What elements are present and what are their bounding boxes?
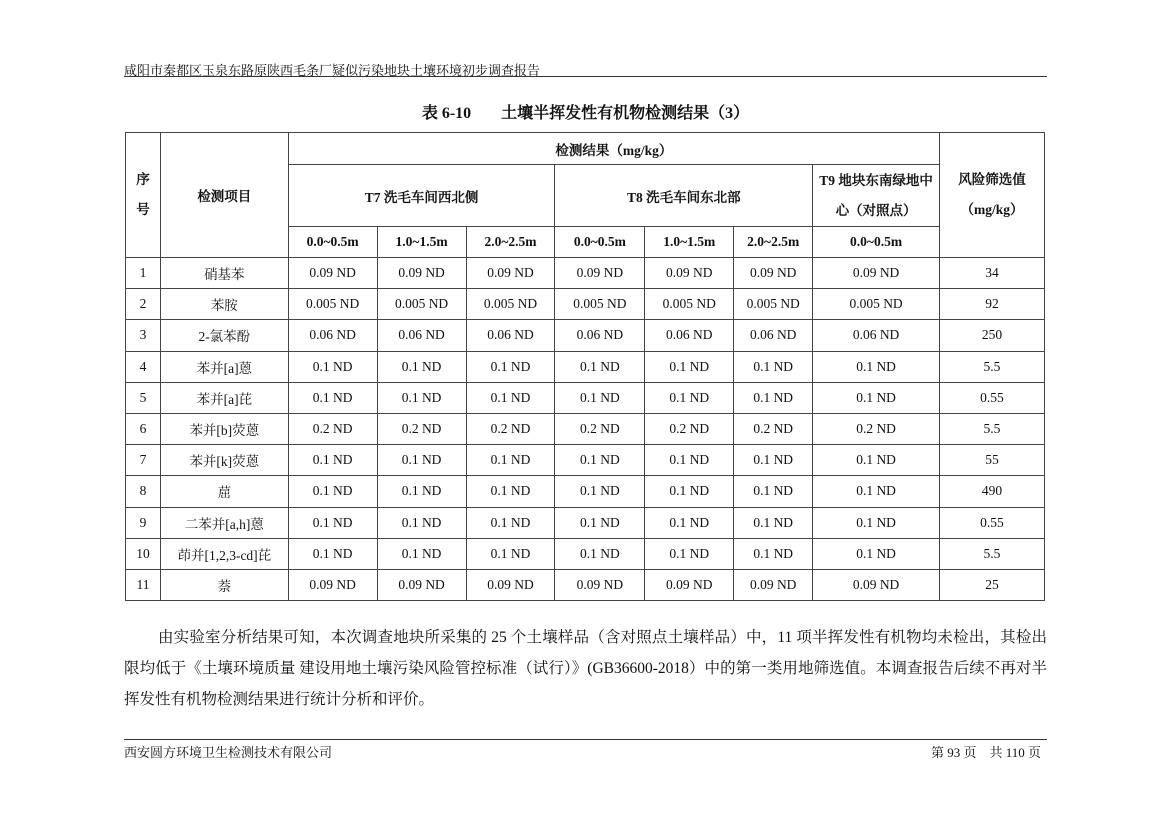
row-limit: 250 [939,320,1044,351]
row-value: 0.09 ND [377,569,466,600]
header-depth: 1.0~1.5m [377,227,466,258]
row-value: 0.1 ND [466,445,555,476]
row-limit: 25 [939,569,1044,600]
row-item: 2-氯苯酚 [160,320,288,351]
row-value: 0.2 ND [734,413,813,444]
row-value: 0.1 ND [813,538,940,569]
row-limit: 92 [939,289,1044,320]
conclusion-paragraph: 由实验室分析结果可知，本次调查地块所采集的 25 个土壤样品（含对照点土壤样品）中，11 项半挥发性有机物均未检出，其检出限均低于《土壤环境质量 建设用地土壤污染风险管控标准（试行）》(GB36600-2018）中的第一类用地筛选值。本调查报告后续不再对半挥发性有机物检测结果进行统计分析和评价。 [124,629,1047,708]
document-header: 咸阳市秦都区玉泉东路原陕西毛条厂疑似污染地块土壤环境初步调查报告 [124,63,541,78]
footer-page-info [931,742,1041,761]
row-value: 0.1 ND [734,382,813,413]
row-value: 0.005 ND [555,289,645,320]
row-value: 0.1 ND [734,507,813,538]
row-value: 0.1 ND [555,538,645,569]
header-site-t8: T8 洗毛车间东北部 [555,165,813,227]
row-value: 0.06 ND [813,320,940,351]
row-value: 0.1 ND [555,476,645,507]
row-item: 茚并[1,2,3-cd]芘 [160,538,288,569]
row-number: 6 [126,413,161,444]
row-value: 0.1 ND [288,538,377,569]
table-row [126,382,1045,413]
row-number: 9 [126,507,161,538]
row-value: 0.09 ND [645,569,734,600]
table-row [126,413,1045,444]
row-number: 1 [126,258,161,289]
row-item: 二苯并[a,h]蒽 [160,507,288,538]
header-depth: 0.0~0.5m [813,227,940,258]
header-site-t9: T9 地块东南绿地中心（对照点） [813,165,940,227]
row-value: 0.1 ND [734,476,813,507]
row-value: 0.1 ND [288,382,377,413]
row-number: 7 [126,445,161,476]
table-number: 表 6-10 [421,105,472,122]
row-value: 0.1 ND [813,476,940,507]
row-value: 0.1 ND [813,351,940,382]
row-value: 0.06 ND [377,320,466,351]
row-value: 0.005 ND [734,289,813,320]
header-depth: 2.0~2.5m [734,227,813,258]
row-item: 䓛 [160,476,288,507]
header-limit: 风险筛选值（mg/kg） [939,133,1044,258]
header-result: 检测结果（mg/kg） [288,133,939,165]
row-value: 0.005 ND [377,289,466,320]
header-divider [124,76,1047,77]
header-item: 检测项目 [160,133,288,258]
page-number: 第 93 页 [930,745,977,760]
row-value: 0.06 ND [288,320,377,351]
footer-company: 西安圆方环境卫生检测技术有限公司 [124,745,333,760]
table-row [126,351,1045,382]
row-value: 0.09 ND [813,258,940,289]
table-row [126,320,1045,351]
row-value: 0.005 ND [288,289,377,320]
row-value: 0.1 ND [288,445,377,476]
row-value: 0.1 ND [734,351,813,382]
row-value: 0.06 ND [645,320,734,351]
row-value: 0.1 ND [288,507,377,538]
row-value: 0.09 ND [466,569,555,600]
row-item: 苯并[a]蒽 [160,351,288,382]
header-depth: 0.0~0.5m [288,227,377,258]
header-depth: 2.0~2.5m [466,227,555,258]
row-value: 0.1 ND [466,476,555,507]
row-limit: 55 [939,445,1044,476]
row-value: 0.09 ND [288,569,377,600]
header-depth: 0.0~0.5m [555,227,645,258]
row-item: 苯胺 [160,289,288,320]
row-value: 0.1 ND [645,351,734,382]
row-value: 0.005 ND [466,289,555,320]
header-site-t7: T7 洗毛车间西北侧 [288,165,555,227]
row-value: 0.09 ND [734,258,813,289]
row-limit: 5.5 [939,538,1044,569]
row-number: 4 [126,351,161,382]
row-value: 0.1 ND [288,351,377,382]
row-value: 0.1 ND [734,445,813,476]
row-value: 0.1 ND [813,507,940,538]
row-value: 0.1 ND [813,445,940,476]
page-total: 共 110 页 [989,745,1041,760]
row-value: 0.09 ND [734,569,813,600]
row-number: 3 [126,320,161,351]
row-value: 0.09 ND [466,258,555,289]
row-value: 0.2 ND [813,413,940,444]
row-value: 0.1 ND [555,382,645,413]
row-value: 0.2 ND [555,413,645,444]
row-value: 0.2 ND [377,413,466,444]
row-value: 0.1 ND [466,351,555,382]
row-value: 0.06 ND [734,320,813,351]
row-value: 0.1 ND [466,507,555,538]
row-number: 5 [126,382,161,413]
row-value: 0.2 ND [645,413,734,444]
table-row [126,507,1045,538]
row-value: 0.09 ND [645,258,734,289]
row-value: 0.1 ND [377,382,466,413]
header-seq: 序 号 [126,133,161,258]
row-limit: 34 [939,258,1044,289]
row-number: 10 [126,538,161,569]
row-value: 0.1 ND [377,476,466,507]
table-row [126,538,1045,569]
row-limit: 490 [939,476,1044,507]
table-row [126,258,1045,289]
table-row [126,476,1045,507]
results-table [125,132,1045,601]
row-value: 0.005 ND [813,289,940,320]
row-value: 0.09 ND [555,569,645,600]
row-value: 0.06 ND [555,320,645,351]
row-value: 0.2 ND [466,413,555,444]
footer-divider [124,739,1047,740]
row-value: 0.1 ND [377,351,466,382]
row-value: 0.1 ND [645,382,734,413]
row-value: 0.1 ND [466,538,555,569]
row-item: 萘 [160,569,288,600]
row-value: 0.09 ND [377,258,466,289]
header-depth: 1.0~1.5m [645,227,734,258]
row-limit: 5.5 [939,413,1044,444]
row-value: 0.06 ND [466,320,555,351]
row-item: 苯并[a]芘 [160,382,288,413]
row-value: 0.1 ND [734,538,813,569]
row-value: 0.1 ND [645,445,734,476]
row-item: 苯并[b]荧蒽 [160,413,288,444]
row-limit: 5.5 [939,351,1044,382]
row-value: 0.1 ND [645,507,734,538]
row-limit: 0.55 [939,382,1044,413]
table-caption [124,100,1047,123]
row-value: 0.09 ND [555,258,645,289]
row-value: 0.1 ND [555,445,645,476]
row-item: 硝基苯 [160,258,288,289]
row-item: 苯并[k]荧蒽 [160,445,288,476]
table-row [126,445,1045,476]
row-value: 0.1 ND [813,382,940,413]
row-limit: 0.55 [939,507,1044,538]
row-value: 0.09 ND [813,569,940,600]
row-number: 8 [126,476,161,507]
table-row [126,289,1045,320]
row-value: 0.005 ND [645,289,734,320]
row-value: 0.2 ND [288,413,377,444]
row-value: 0.1 ND [555,351,645,382]
row-value: 0.1 ND [555,507,645,538]
row-value: 0.1 ND [377,445,466,476]
row-value: 0.1 ND [645,476,734,507]
row-value: 0.09 ND [288,258,377,289]
row-value: 0.1 ND [288,476,377,507]
table-title: 土壤半挥发性有机物检测结果（3） [501,105,750,122]
row-value: 0.1 ND [466,382,555,413]
row-value: 0.1 ND [377,538,466,569]
table-row [126,569,1045,600]
row-number: 11 [126,569,161,600]
row-value: 0.1 ND [377,507,466,538]
row-number: 2 [126,289,161,320]
row-value: 0.1 ND [645,538,734,569]
